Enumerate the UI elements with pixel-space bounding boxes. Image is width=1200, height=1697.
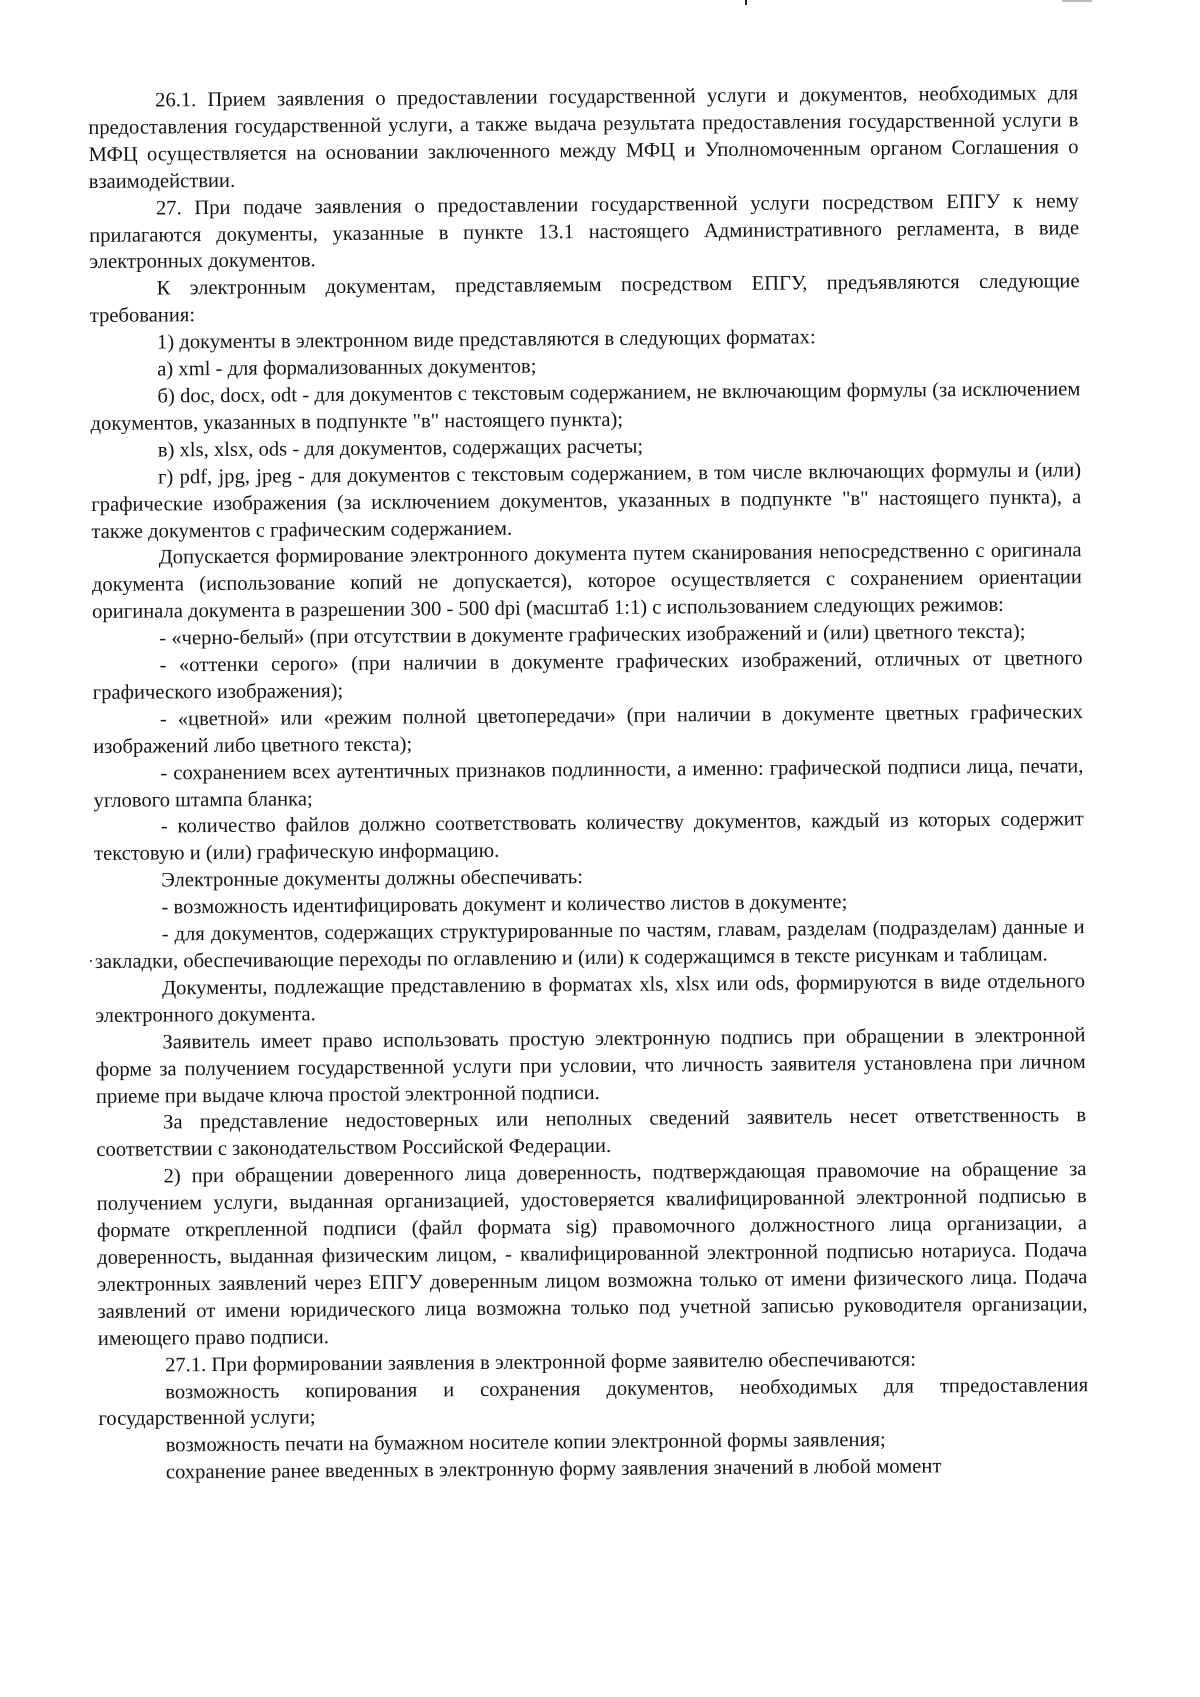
- paragraph-mode-gray: - «оттенки серого» (при наличии в документе графических изображений, отличных от цветного графического изображения);: [92, 647, 1083, 704]
- paragraph-format-b: б) doc, docx, odt - для документов с текстовым содержанием, не включающим формулы (за исключением документов, указанных в подпункте "в" настоящего пункта);: [90, 378, 1081, 435]
- paragraph-format-a: а) xml - для формализованных документов;: [157, 355, 537, 381]
- paragraph-save-values: сохранение ранее введенных в электронную форму заявления значений в любой момент: [165, 1455, 942, 1484]
- paragraph-copy-save: возможность копирования и сохранения документов, необходимых для тпредоставления государственной услуги;: [98, 1373, 1089, 1431]
- scan-artifact-mark: [745, 0, 747, 5]
- paragraph-structured: - для документов, содержащих структурированные по частям, главам, разделам (подразделам) данные и закладки, обеспечивающие переходы по оглавлению и (или) к содержащимся в тексте рисункам и таблицам.: [94, 916, 1085, 973]
- paragraph-mode-bw: - «черно-белый» (при отсутствии в документе графических изображений и (или) цветного текста);: [159, 620, 1026, 650]
- paragraph-responsibility: За представление недостоверных или неполных сведений заявитель несет ответственность в соответствии с законодательством Российской Федерации.: [96, 1104, 1087, 1162]
- paragraph-file-count: - количество файлов должно соответствовать количеству документов, каждый из которых содержит текстовую и (или) графическую информацию.: [93, 808, 1084, 866]
- paragraph-format-g: г) pdf, jpg, jpeg - для документов с текстовым содержанием, в том числе включающих формулы и (или) графические изображения (за исключением документов, указанных в подпункте "в" настоящего пункта), а также документов с графическим содержанием.: [91, 458, 1082, 543]
- paragraph-e-docs-provide: Электронные документы должны обеспечивать:: [161, 866, 584, 892]
- paragraph-scanning: Допускается формирование электронного документа путем сканирования непосредственно с оригинала документа (использование копий не допускается), которое осуществляется с сохранением ориентации оригинала документа в разрешении 300 - 500 dpi (масштаб 1:1) с использованием следующих режимов:: [91, 539, 1082, 624]
- paragraph-27-1: 27.1. При формировании заявления в электронной форме заявителю обеспечиваются:: [164, 1348, 916, 1377]
- paragraph-print: возможность печати на бумажном носителе копии электронной формы заявления;: [165, 1429, 886, 1457]
- paragraph-requirements-intro: К электронным документам, представляемым посредством ЕПГУ, предъявляются следующие требования:: [89, 270, 1080, 328]
- paragraph-formats: 1) документы в электронном виде представляются в следующих форматах:: [156, 326, 816, 354]
- paragraph-26-1: 26.1. Прием заявления о предоставлении государственной услуги и документов, необходимых для предоставления государственной услуги, а также выдача результата предоставления государственной услуги в МФЦ осуществляется на основании заключенного между МФЦ и Уполномоченным органом Соглашения о взаимодействии.: [88, 82, 1079, 193]
- scan-artifact-dot: [90, 960, 92, 962]
- paragraph-format-v: в) xls, xlsx, ods - для документов, содержащих расчеты;: [157, 435, 644, 462]
- document-body: [88, 80, 1089, 1487]
- paragraph-identify: - возможность идентифицировать документ и количество листов в документе;: [161, 891, 848, 919]
- paragraph-xls-separate: Документы, подлежащие представлению в форматах xls, xlsx или ods, формируются в виде отдельного электронного документа.: [95, 970, 1086, 1027]
- paragraph-27: 27. При подаче заявления о предоставлении государственной услуги посредством ЕПГУ к нему прилагаются документы, указанные в пункте 13.1 настоящего Административного регламента, в виде электронных документов.: [89, 189, 1080, 274]
- paragraph-mode-color: - «цветной» или «режим полной цветопередачи» (при наличии в документе цветных графических изображений либо цветного текста);: [93, 701, 1084, 758]
- paragraph-authentic-signs: - сохранением всех аутентичных признаков подлинности, а именно: графической подписи лица, печати, углового штампа бланка;: [93, 754, 1084, 812]
- paragraph-proxy: 2) при обращении доверенного лица доверенность, подтверждающая правомочие на обращение за получением услуги, выданная организацией, удостоверяется квалифицированной электронной подписью в формате открепленной подписи (файл формата sig) правомочного должностного лица организации, а доверенность, выданная физическим лицом, - квалифицированной электронной подписью нотариуса. Подача электронных заявлений через ЕПГУ доверенным лицом возможна только от имени физического лица. Подача заявлений от имени юридического лица возможна только под учетной записью руководителя организации, имеющего право подписи.: [96, 1158, 1088, 1350]
- paragraph-simple-signature: Заявитель имеет право использовать простую электронную подпись при обращении в электронной форме за получением государственной услуги при условии, что личность заявителя установлена при личном приеме при выдаче ключа простой электронной подписи.: [95, 1023, 1086, 1108]
- scan-artifact-mark-right: [1062, 0, 1092, 2]
